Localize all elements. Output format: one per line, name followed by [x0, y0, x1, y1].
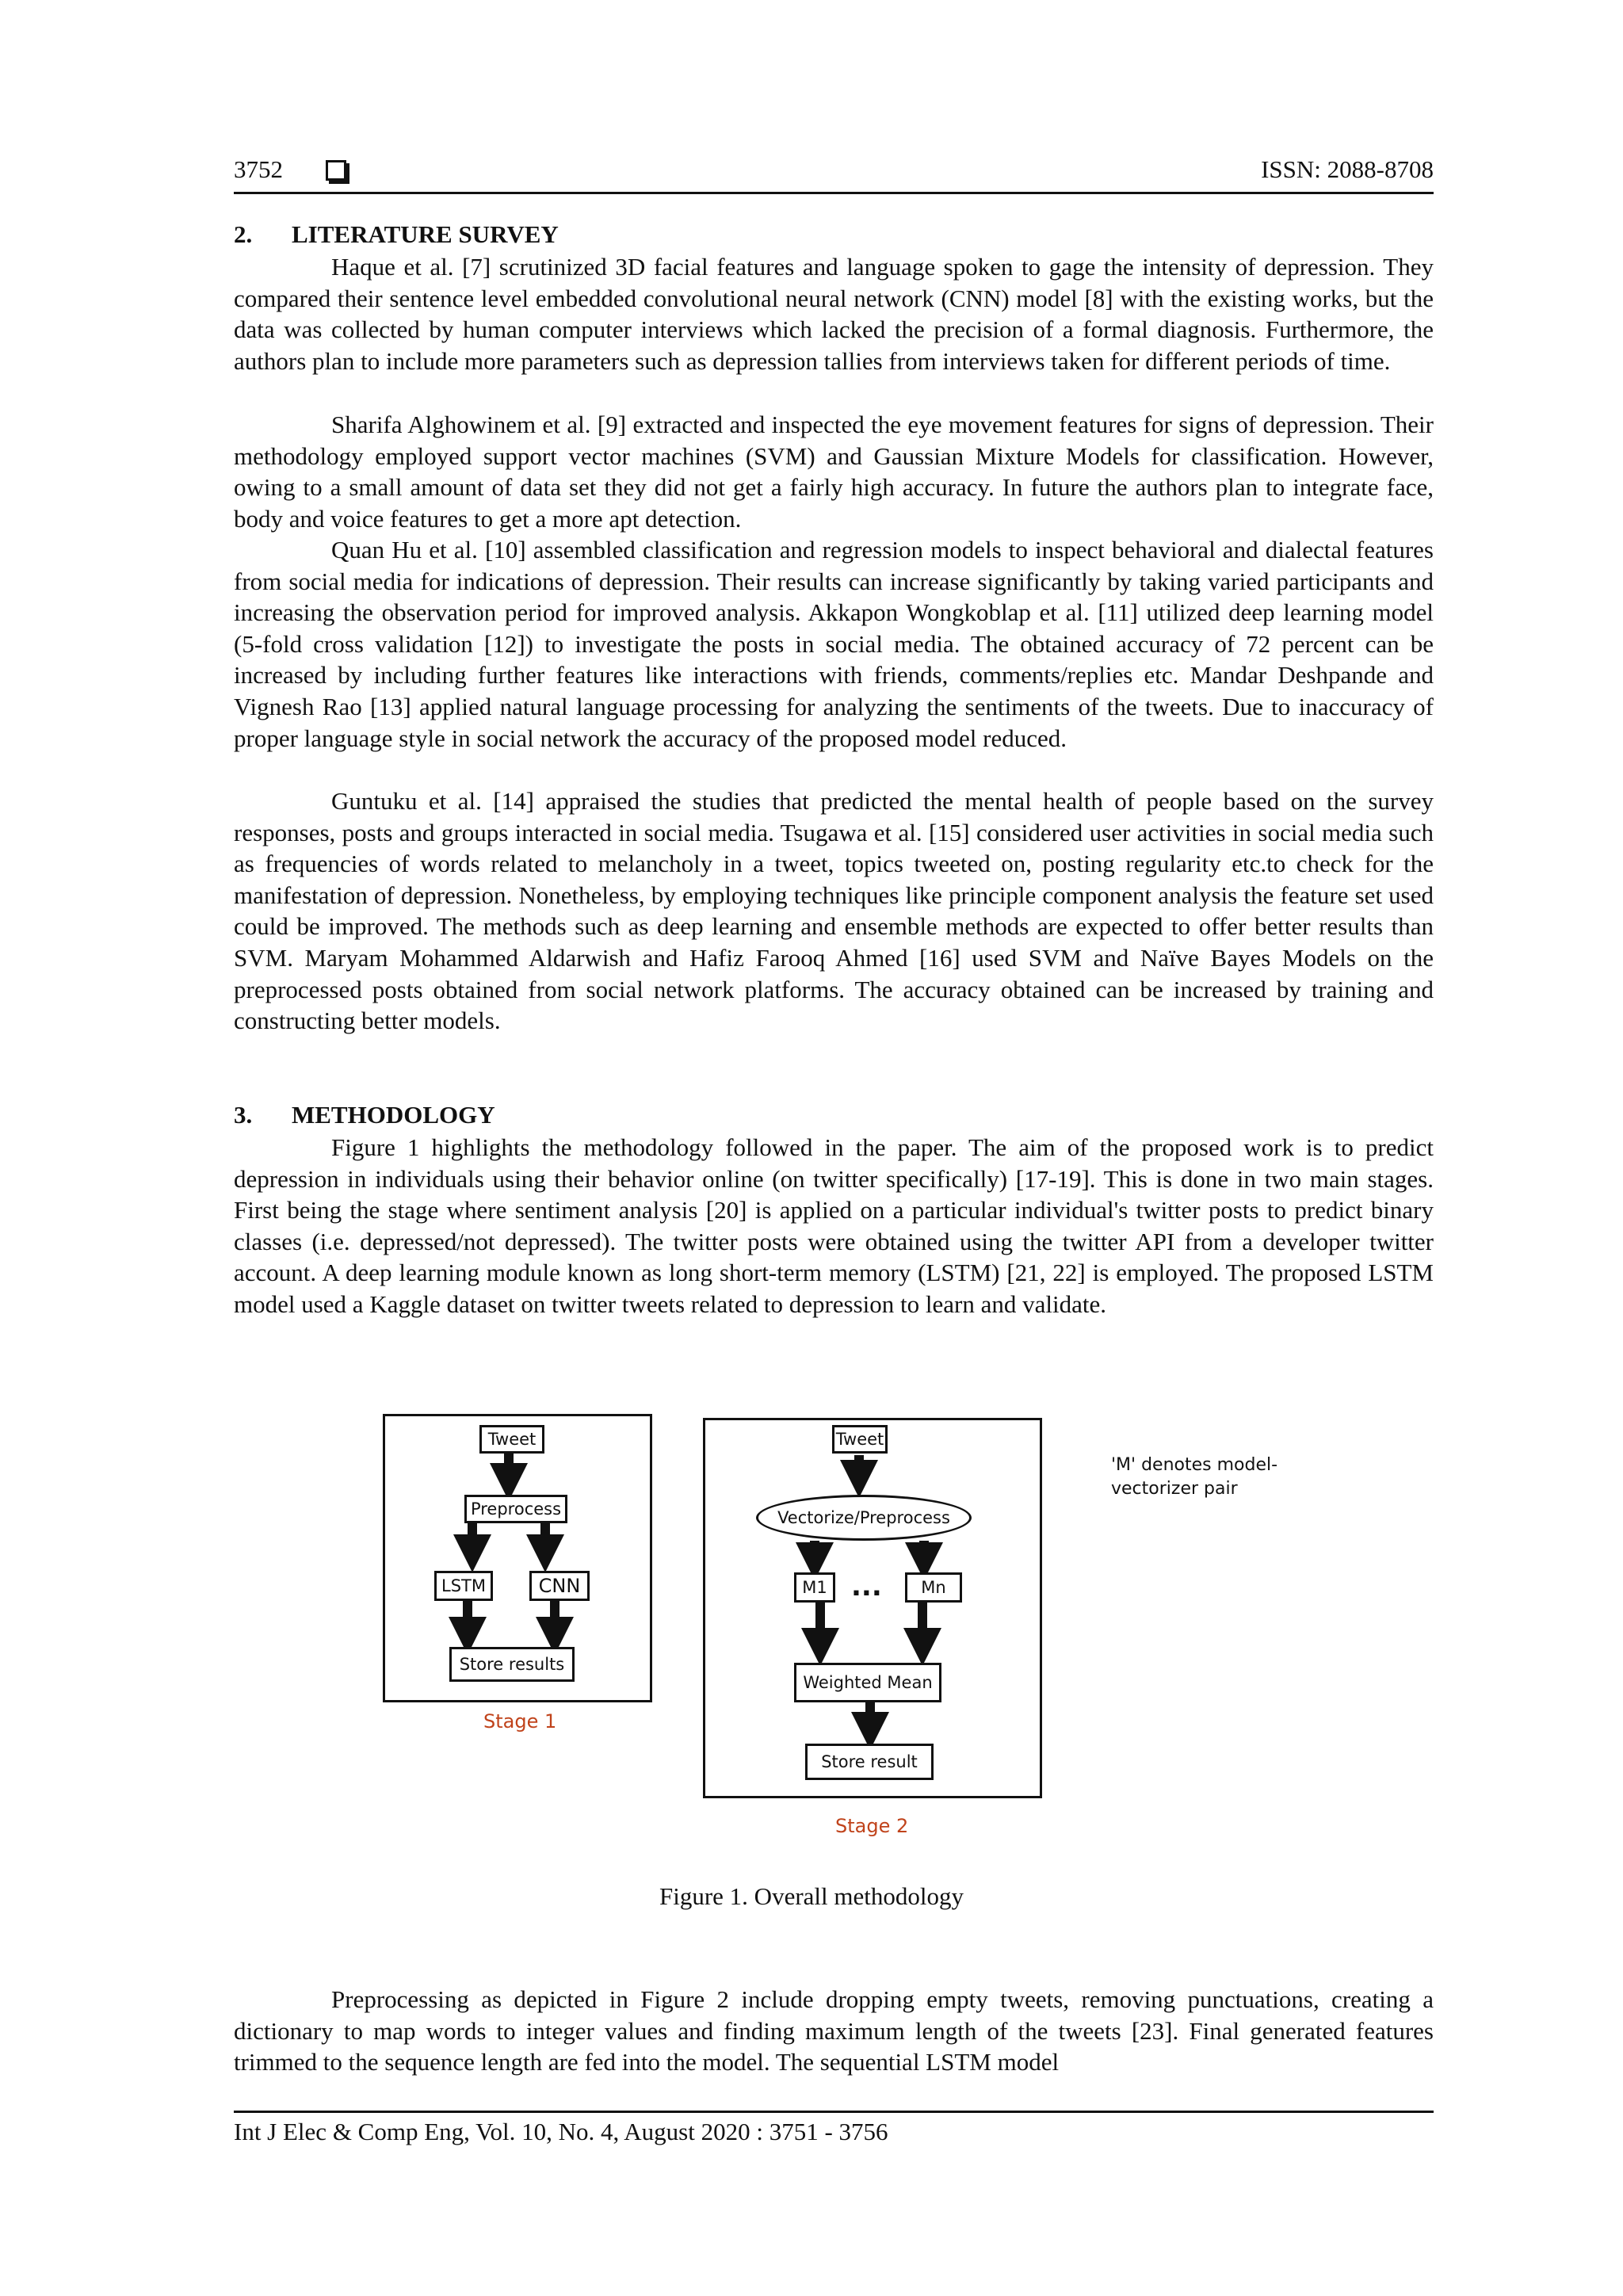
- section-heading-literature-survey: [234, 220, 559, 249]
- figure-caption: Figure 1. Overall methodology: [659, 1882, 964, 1910]
- paragraph: Guntuku et al. [14] appraised the studies that predicted the mental health of people based on the survey responses, posts and groups interacted in social media. Tsugawa et al. [15] considered user activities in social media such as frequencies of words related to melancholy in a tweet, topics tweeted on, posting regularity etc.to check for the manifestation of depression. Nonetheless, by employing techniques like principle component analysis the feature set used could be improved. The methods such as deep learning and ensemble methods are expected to offer better results than SVM. Maryam Mohammed Aldarwish and Hafiz Farooq Ahmed [16] used SVM and Naïve Bayes Models on the preprocessed posts obtained from social network platforms. The accuracy obtained can be increased by training and constructing better models.: [234, 787, 1434, 1035]
- stage2-label: Stage 2: [835, 1815, 909, 1837]
- header-rule: [234, 192, 1434, 194]
- stage1-store-results-node: Store results: [449, 1647, 575, 1682]
- paragraph: Sharifa Alghowinem et al. [9] extracted and inspected the eye movement features for signs of depression. Their methodology employed support vector machines (SVM) and Gaussian Mixture Models for classification. However, owing to a small amount of data set they did not get a fairly high accuracy. In future the authors plan to integrate face, body and voice features to get a more apt detection.: [234, 411, 1434, 533]
- stage1-preprocess-node: Preprocess: [464, 1495, 567, 1523]
- section-title: LITERATURE SURVEY: [292, 220, 559, 248]
- section-number: 2.: [234, 220, 253, 248]
- stage1-tweet-node: Tweet: [479, 1425, 544, 1454]
- stage2-weighted-mean-node: Weighted Mean: [794, 1663, 941, 1702]
- footer-rule: [234, 2111, 1434, 2113]
- stage1-lstm-node: LSTM: [434, 1571, 493, 1601]
- paragraph: Haque et al. [7] scrutinized 3D facial features and language spoken to gage the intensity of depression. They compared their sentence level embedded convolutional neural network (CNN) model [8] with the existing works, but the data was collected by human computer interviews which lacked the precision of a formal diagnosis. Furthermore, the authors plan to include more parameters such as depression tallies from interviews taken for different periods of time.: [234, 253, 1434, 375]
- stage2-store-result-node: Store result: [805, 1744, 934, 1780]
- section-heading-methodology: [234, 1101, 495, 1129]
- page-number: 3752: [234, 155, 283, 183]
- ellipsis: ...: [851, 1571, 882, 1603]
- issn: ISSN: 2088-8708: [1261, 155, 1434, 183]
- stage2-m1-node: M1: [794, 1572, 835, 1603]
- paragraph: Preprocessing as depicted in Figure 2 include dropping empty tweets, removing punctuations, creating a dictionary to map words to integer values and finding maximum length of the tweets [23]. Final generated features trimmed to the sequence length are fed into the model. The sequential LSTM model: [234, 1985, 1434, 2076]
- footer-citation: Int J Elec & Comp Eng, Vol. 10, No. 4, August 2020 : 3751 - 3756: [234, 2118, 888, 2145]
- stage2-vectorize-node: Vectorize/Preprocess: [756, 1495, 972, 1541]
- stage2-mn-node: Mn: [905, 1572, 962, 1603]
- stage2-tweet-node: Tweet: [832, 1425, 888, 1454]
- paragraph: Quan Hu et al. [10] assembled classification and regression models to inspect behavioral and dialectal features from social media for indications of depression. Their results can increase significantly by taking varied participants and increasing the observation period for improved analysis. Akkapon Wongkoblap et al. [11] utilized deep learning model (5-fold cross validation [12]) to investigate the posts in social media. The obtained accuracy of 72 percent can be increased by including further features like interactions with friends, comments/replies etc. Mandar Deshpande and Vignesh Rao [13] applied natural language processing for analyzing the sentiments of the tweets. Due to inaccuracy of proper language style in social network the accuracy of the proposed model reduced.: [234, 536, 1434, 752]
- square-bullet-icon: [326, 160, 346, 181]
- stage1-cnn-node: CNN: [529, 1571, 590, 1601]
- paragraph: Figure 1 highlights the methodology followed in the paper. The aim of the proposed work is to predict depression in individuals using their behavior online (on twitter specifically) [17-19]. This is done in two main stages. First being the stage where sentiment analysis [20] is applied on a particular individual's twitter posts to predict binary classes (i.e. depressed/not depressed). The twitter posts were obtained using the twitter API from a developer twitter account. A deep learning module known as long short-term memory (LSTM) [21, 22] is employed. The proposed LSTM model used a Kaggle dataset on twitter tweets related to depression to learn and validate.: [234, 1133, 1434, 1318]
- section-title: METHODOLOGY: [292, 1101, 495, 1129]
- stage2-frame: [703, 1418, 1042, 1798]
- stage1-label: Stage 1: [483, 1710, 557, 1733]
- section-number: 3.: [234, 1101, 253, 1129]
- page-header: [234, 155, 1434, 190]
- figure-note: 'M' denotes model-vectorizer pair: [1111, 1455, 1278, 1499]
